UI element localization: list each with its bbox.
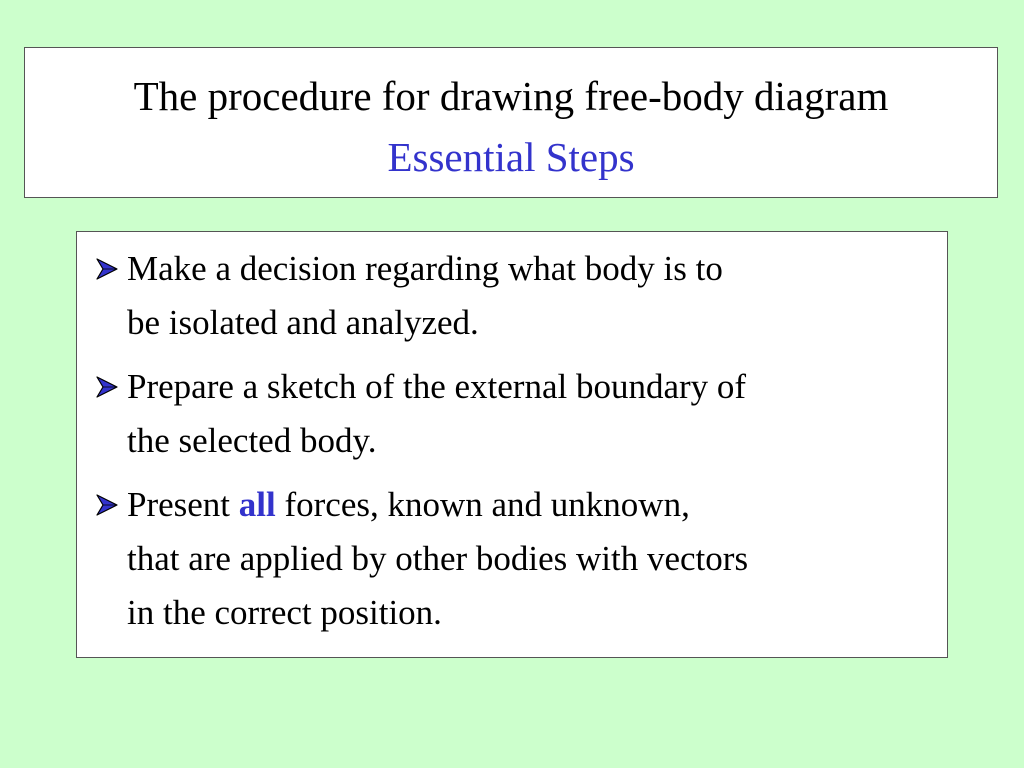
bullet-3-line-3: in the correct position. — [127, 593, 442, 632]
bullet-2-line-1: Prepare a sketch of the external boundary of — [127, 367, 747, 406]
bullet-1-line-1: Make a decision regarding what body is to — [127, 249, 723, 288]
title-box — [24, 47, 998, 198]
bullet-2-line-2: the selected body. — [127, 421, 377, 460]
arrowhead-bullet-icon — [94, 256, 120, 282]
bullet-3-line-2: that are applied by other bodies with vectors — [127, 539, 749, 578]
arrowhead-bullet-icon — [94, 374, 120, 400]
bullet-3-text-after: forces, known and unknown, — [275, 485, 690, 524]
arrowhead-bullet-icon — [94, 492, 120, 518]
bullet-list-box — [76, 231, 948, 658]
slide-title: The procedure for drawing free-body diagram — [133, 73, 889, 119]
bullet-3-line-1 — [127, 485, 690, 525]
bullet-3-emphasis: all — [238, 485, 276, 524]
slide-subtitle: Essential Steps — [387, 134, 635, 180]
bullet-3-text-before: Present — [127, 485, 239, 524]
bullet-1-line-2: be isolated and analyzed. — [127, 303, 479, 342]
